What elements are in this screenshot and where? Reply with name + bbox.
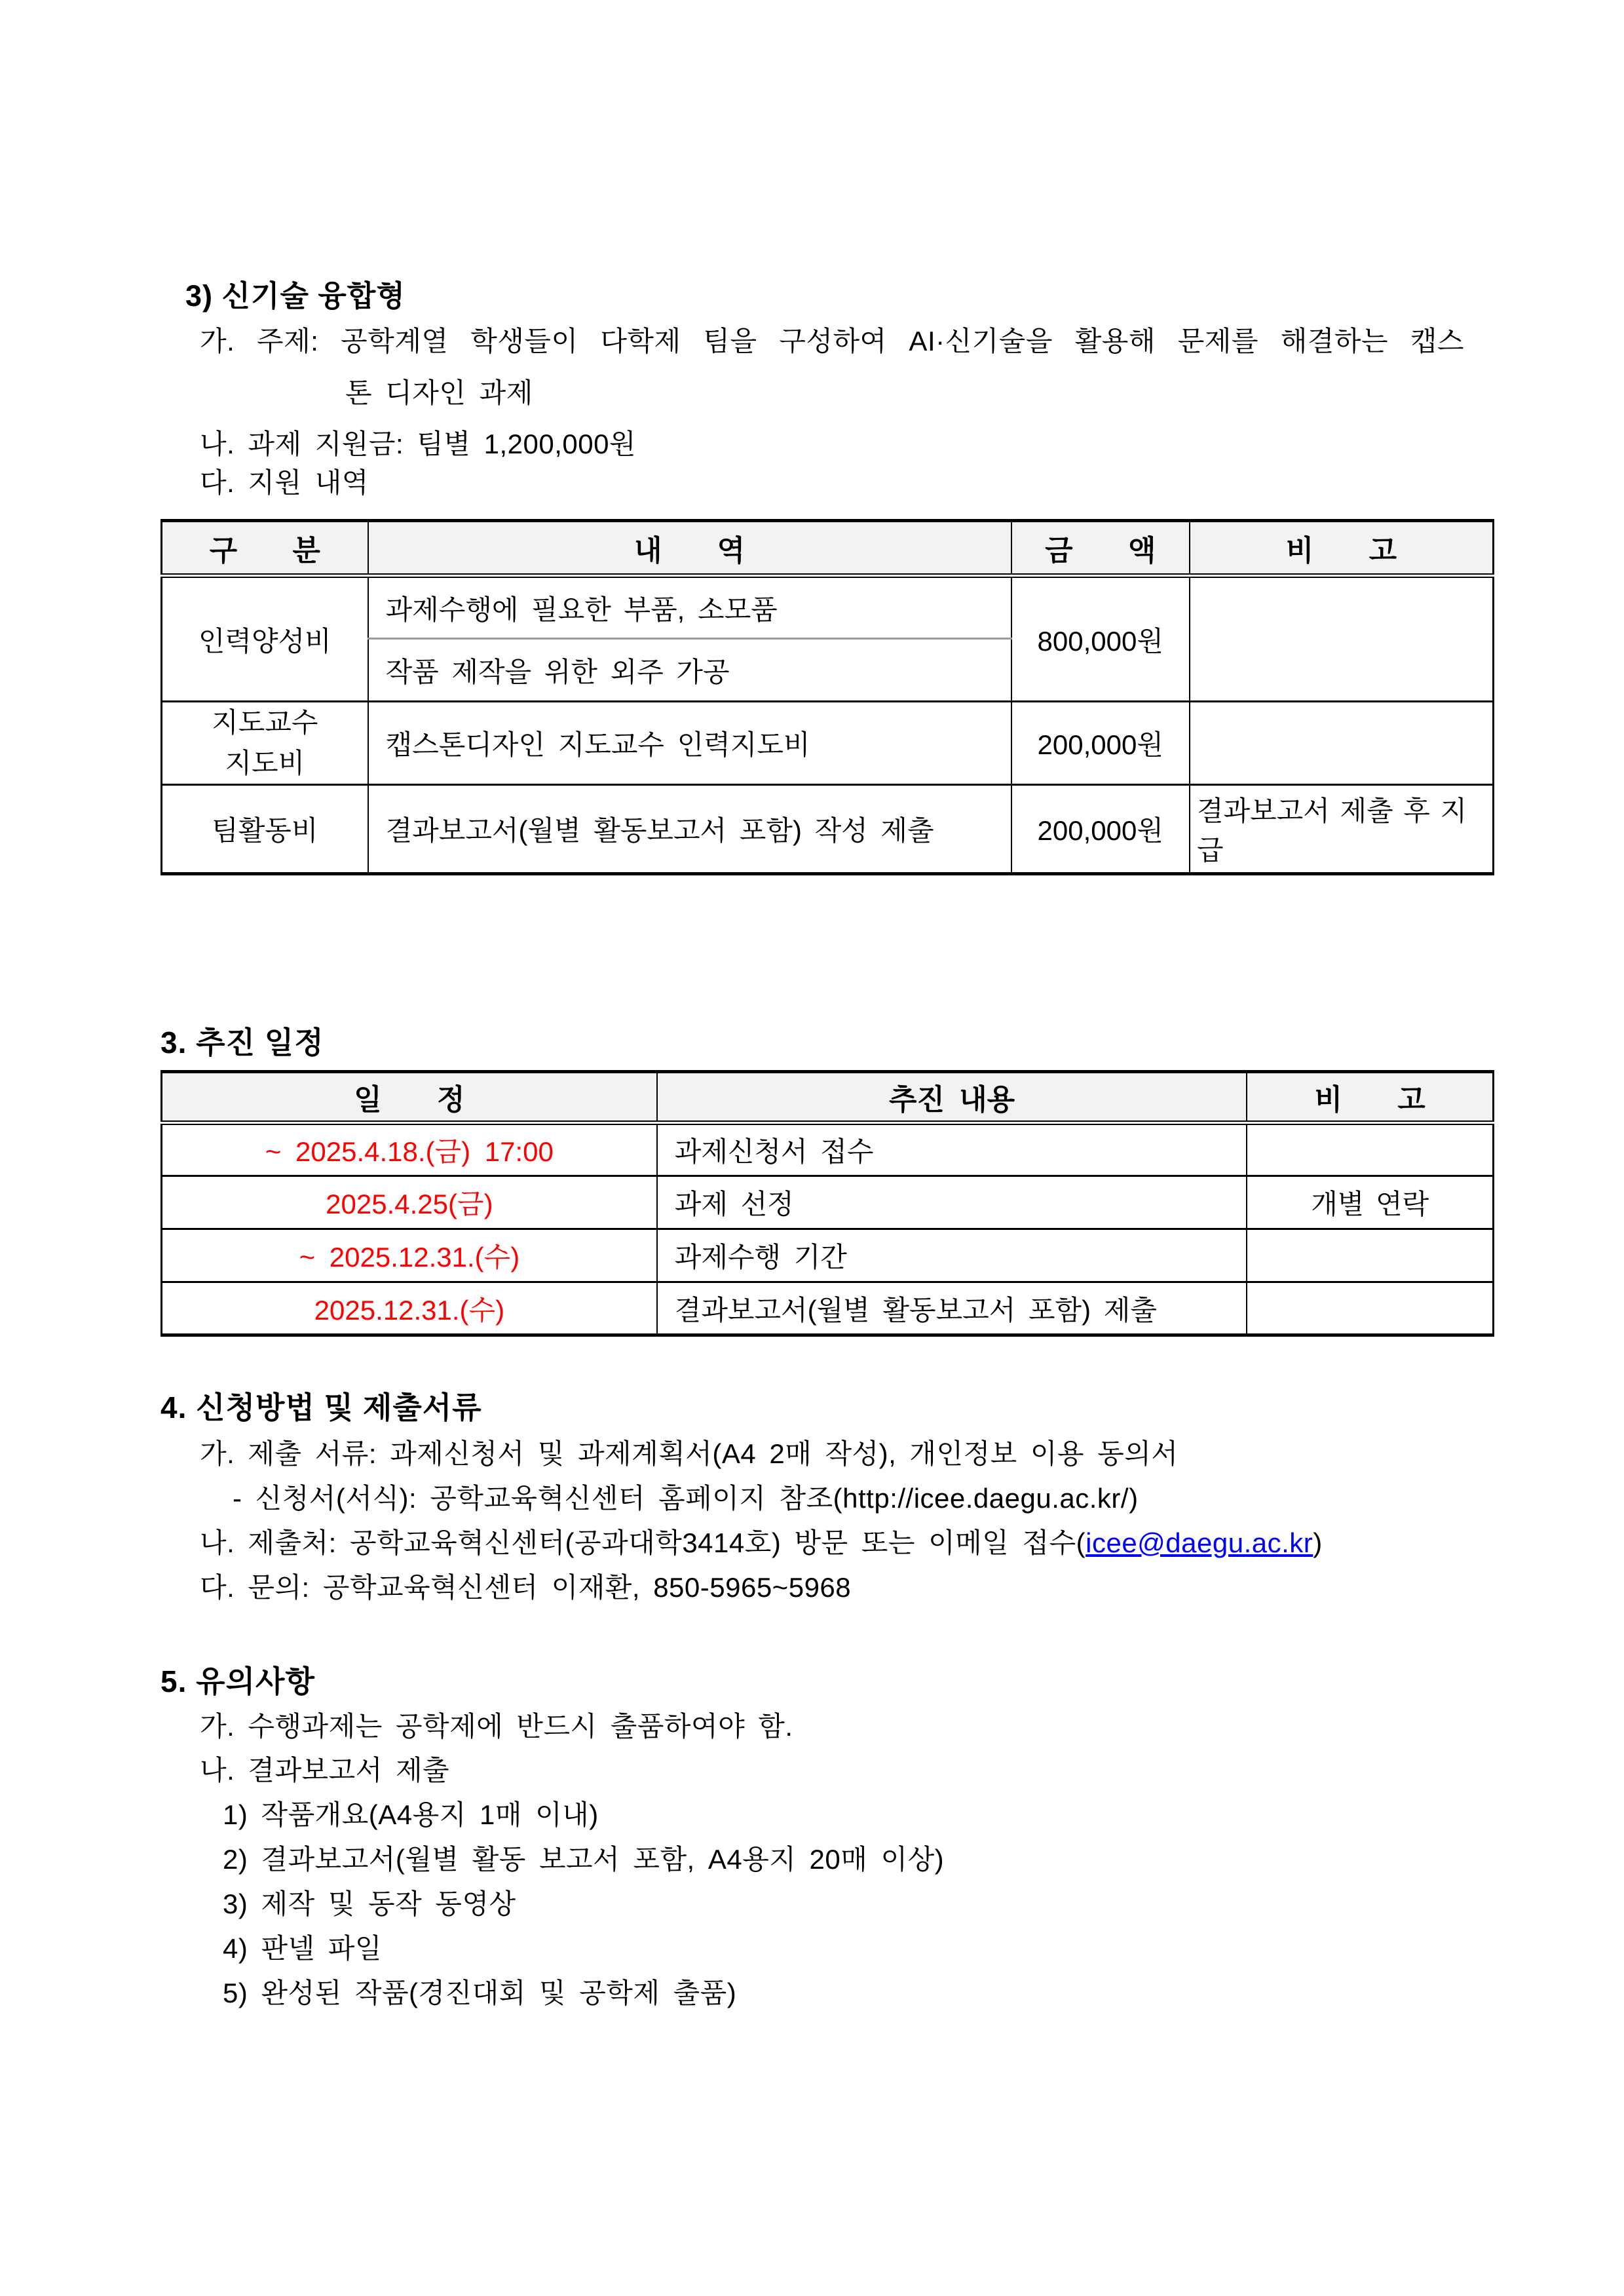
section4-item-na-prefix: 나. 제출처: 공학교육혁신센터(공과대학3414호) 방문 또는 이메일 접수(	[200, 1527, 1086, 1558]
section5-item-na: 나. 결과보고서 제출	[200, 1755, 450, 1786]
schedule-table	[161, 1070, 1494, 1337]
cell-schedule-content-2: 과제수행 기간	[657, 1229, 1247, 1282]
cell-schedule-note-0	[1247, 1123, 1493, 1176]
cell-schedule-date-2: ~ 2025.12.31.(수)	[162, 1229, 657, 1282]
support-table-header-row	[162, 521, 1494, 576]
section5-list-item-4: 4) 판넬 파일	[223, 1933, 382, 1964]
section5-list-item-1: 1) 작품개요(A4용지 1매 이내)	[223, 1799, 599, 1830]
section5-item-ga: 가. 수행과제는 공학제에 반드시 출품하여야 함.	[200, 1711, 793, 1742]
table-row	[162, 1229, 1494, 1282]
cell-schedule-date-1: 2025.4.25(금)	[162, 1176, 657, 1229]
section5-list-item-3: 3) 제작 및 동작 동영상	[223, 1888, 516, 1919]
cell-schedule-note-2	[1247, 1229, 1493, 1282]
support-col-amount: 금 액	[1011, 521, 1190, 576]
table-row	[162, 1123, 1494, 1176]
table-row	[162, 702, 1494, 785]
section3-heading: 3) 신기술 융합형	[185, 279, 406, 313]
section4-item-da: 다. 문의: 공학교육혁신센터 이재환, 850-5965~5968	[200, 1572, 852, 1603]
schedule-header-row	[162, 1072, 1494, 1123]
section5-heading: 5. 유의사항	[161, 1664, 315, 1698]
schedule-heading: 3. 추진 일정	[161, 1025, 324, 1060]
section3-item-da: 다. 지원 내역	[200, 467, 369, 498]
cell-row2-category	[162, 702, 368, 785]
schedule-col-content: 추진 내용	[657, 1072, 1247, 1123]
support-col-detail: 내 역	[368, 521, 1011, 576]
support-breakdown-table	[161, 519, 1494, 875]
email-link[interactable]: icee@daegu.ac.kr	[1086, 1527, 1313, 1558]
cell-row1-amount: 800,000원	[1011, 576, 1190, 702]
schedule-col-note: 비 고	[1247, 1072, 1493, 1123]
support-col-category: 구 분	[162, 521, 368, 576]
cell-schedule-date-0: ~ 2025.4.18.(금) 17:00	[162, 1123, 657, 1176]
cell-row2-detail: 캡스톤디자인 지도교수 인력지도비	[368, 702, 1011, 785]
cell-row1-detail-a: 과제수행에 필요한 부품, 소모품	[368, 576, 1011, 639]
cell-row3-note: 결과보고서 제출 후 지급	[1190, 785, 1494, 874]
cell-schedule-content-3: 결과보고서(월별 활동보고서 포함) 제출	[657, 1282, 1247, 1335]
cell-row1-detail-b: 작품 제작을 위한 외주 가공	[368, 639, 1011, 702]
section5-list-item-2: 2) 결과보고서(월별 활동 보고서 포함, A4용지 20매 이상)	[223, 1844, 945, 1875]
cell-row3-category: 팀활동비	[162, 785, 368, 874]
section4-item-ga: 가. 제출 서류: 과제신청서 및 과제계획서(A4 2매 작성), 개인정보 이용 동의서	[200, 1438, 1179, 1469]
table-row	[162, 1176, 1494, 1229]
cell-row3-detail: 결과보고서(월별 활동보고서 포함) 작성 제출	[368, 785, 1011, 874]
cell-row2-category-line1: 지도교수	[212, 707, 318, 738]
schedule-col-date: 일 정	[162, 1072, 657, 1123]
cell-schedule-note-1: 개별 연락	[1247, 1176, 1493, 1229]
section4-item-na-suffix: )	[1313, 1527, 1323, 1558]
section3-item-ga-line2: 톤 디자인 과제	[345, 377, 533, 408]
table-row	[162, 785, 1494, 874]
cell-row1-category: 인력양성비	[162, 576, 368, 702]
cell-row2-note	[1190, 702, 1494, 785]
table-row	[162, 1282, 1494, 1335]
cell-schedule-content-1: 과제 선정	[657, 1176, 1247, 1229]
cell-schedule-note-3	[1247, 1282, 1493, 1335]
section4-heading: 4. 신청방법 및 제출서류	[161, 1390, 482, 1425]
cell-row1-note	[1190, 576, 1494, 702]
cell-row2-amount: 200,000원	[1011, 702, 1190, 785]
section5-list-item-5: 5) 완성된 작품(경진대회 및 공학제 출품)	[223, 1978, 737, 2008]
section4-item-na	[200, 1521, 1323, 1561]
section3-item-na: 나. 과제 지원금: 팀별 1,200,000원	[200, 429, 637, 459]
cell-row3-amount: 200,000원	[1011, 785, 1190, 874]
cell-row2-category-line2: 지도비	[225, 748, 305, 778]
section3-item-ga-line1: 가. 주제: 공학계열 학생들이 다학제 팀을 구성하여 AI·신기술을 활용해 문제를 해결하는 캡스	[200, 326, 1464, 356]
cell-schedule-content-0: 과제신청서 접수	[657, 1123, 1247, 1176]
section4-item-dash: - 신청서(서식): 공학교육혁신센터 홈페이지 참조(http://icee.daegu.ac.kr/)	[233, 1483, 1139, 1514]
cell-schedule-date-3: 2025.12.31.(수)	[162, 1282, 657, 1335]
support-col-note: 비 고	[1190, 521, 1494, 576]
table-row	[162, 576, 1494, 639]
